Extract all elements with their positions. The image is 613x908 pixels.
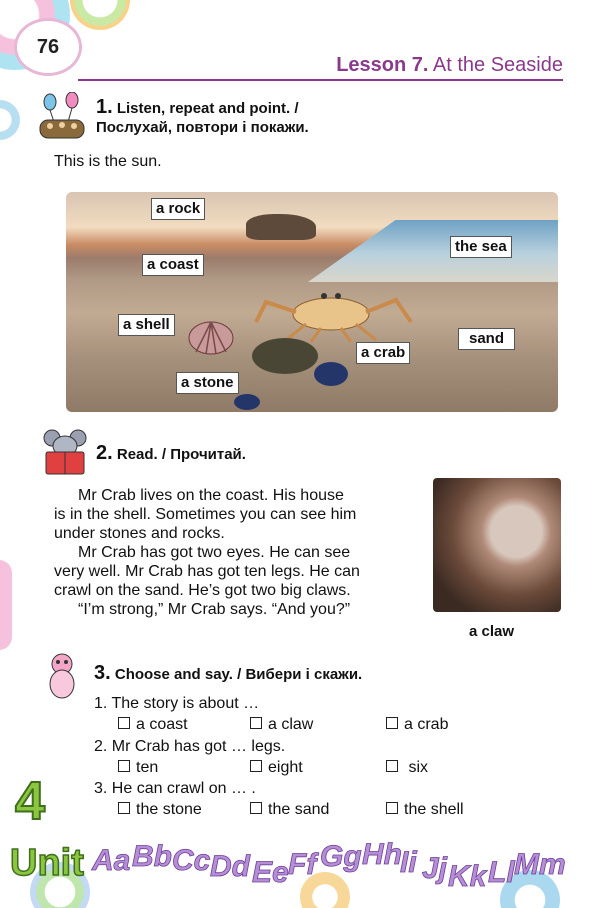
task3-title (94, 664, 362, 684)
alphabet-letter: Aa (92, 844, 131, 877)
label-stone: a stone (176, 372, 239, 394)
task3-number: 3. (94, 662, 111, 684)
lesson-title (336, 54, 563, 77)
checkbox-icon[interactable] (386, 760, 398, 772)
option-checkbox[interactable]: six (386, 758, 428, 777)
story-line: very well. Mr Crab has got ten legs. He can (54, 563, 360, 580)
question: 3. He can crawl on … . (94, 780, 256, 797)
listen-kids-icon (36, 92, 88, 140)
alphabet-letter: Cc (172, 844, 211, 877)
option-checkbox[interactable]: a crab (386, 715, 448, 734)
alphabet-letter: Gg (320, 840, 362, 873)
checkbox-icon[interactable] (118, 717, 130, 729)
option-checkbox[interactable]: the shell (386, 800, 464, 819)
checkbox-icon[interactable] (250, 717, 262, 729)
blue-stone-shape (314, 362, 348, 386)
alphabet-letter: Hh (362, 838, 402, 871)
shell-drawing (186, 316, 236, 356)
decor-bubble (0, 560, 12, 650)
alphabet-letter: Ee (252, 856, 289, 889)
label-sand: sand (458, 328, 515, 350)
alphabet-letter: Ll (488, 856, 515, 889)
page-number: 76 (14, 18, 82, 76)
alphabet-letter: Ff (288, 848, 317, 881)
blue-stone-shape (234, 394, 260, 410)
question: 1. The story is about … (94, 695, 260, 712)
rock-shape (246, 214, 316, 240)
checkbox-icon[interactable] (118, 760, 130, 772)
alphabet-strip (92, 838, 592, 898)
thinking-character-icon (42, 652, 82, 700)
checkbox-icon[interactable] (118, 802, 130, 814)
checkbox-icon[interactable] (250, 760, 262, 772)
label-shell: a shell (118, 314, 175, 336)
story-line: “I’m strong,” Mr Crab says. “And you?” (78, 601, 351, 618)
task1-title (96, 98, 309, 137)
task2-title-text: Read. / Прочитай. (112, 446, 246, 463)
decor-bubble (0, 100, 20, 140)
hermit-crab-photo (433, 478, 561, 612)
label-coast: a coast (142, 254, 204, 276)
option-checkbox[interactable]: eight (250, 758, 303, 777)
unit-number: 4 (15, 771, 46, 831)
task3-title-text: Choose and say. / Вибери і скажи. (110, 666, 363, 683)
stone-shape (252, 338, 318, 374)
option-checkbox[interactable]: the sand (250, 800, 329, 819)
alphabet-letter: Mm (514, 848, 566, 881)
alphabet-letter: Bb (132, 840, 172, 873)
label-crab: a crab (356, 342, 410, 364)
story-line: is in the shell. Sometimes you can see him (54, 506, 357, 523)
checkbox-icon[interactable] (250, 802, 262, 814)
alphabet-letter: Kk (448, 860, 487, 893)
crab-drawing (246, 282, 416, 342)
unit-word: Unit (10, 842, 84, 884)
checkbox-icon[interactable] (386, 802, 398, 814)
story-line: Mr Crab has got two eyes. He can see (78, 544, 351, 561)
lesson-underline (78, 79, 563, 81)
task2-title (96, 444, 246, 464)
story-line: Mr Crab lives on the coast. His house (78, 487, 344, 504)
lesson-prefix: Lesson 7. (336, 54, 429, 76)
option-checkbox[interactable]: ten (118, 758, 158, 777)
task1-title-uk: Послухай, повтори і покажи. (96, 119, 309, 136)
beach-photo (66, 192, 558, 412)
question: 2. Mr Crab has got … legs. (94, 738, 286, 755)
checkbox-icon[interactable] (386, 717, 398, 729)
decor-bubble (70, 0, 130, 30)
alphabet-letter: Jj (422, 852, 448, 885)
label-rock: a rock (151, 198, 205, 220)
task1-title-en: Listen, repeat and point. / (112, 100, 299, 117)
story-line: crawl on the sand. He’s got two big claws. (54, 582, 351, 599)
option-checkbox[interactable]: a claw (250, 715, 313, 734)
option-checkbox[interactable]: a coast (118, 715, 188, 734)
task1-number: 1. (96, 96, 113, 118)
claw-caption: a claw (469, 623, 515, 640)
task2-number: 2. (96, 442, 113, 464)
option-checkbox[interactable]: the stone (118, 800, 202, 819)
alphabet-letter: Dd (210, 850, 250, 883)
alphabet-letter: Ii (400, 846, 417, 879)
label-sea: the sea (450, 236, 512, 258)
task1-intro: This is the sun. (54, 153, 162, 170)
sea-area (308, 220, 558, 282)
story-line: under stones and rocks. (54, 525, 225, 542)
lesson-name: At the Seaside (428, 54, 563, 76)
reading-mouse-icon (40, 428, 90, 476)
